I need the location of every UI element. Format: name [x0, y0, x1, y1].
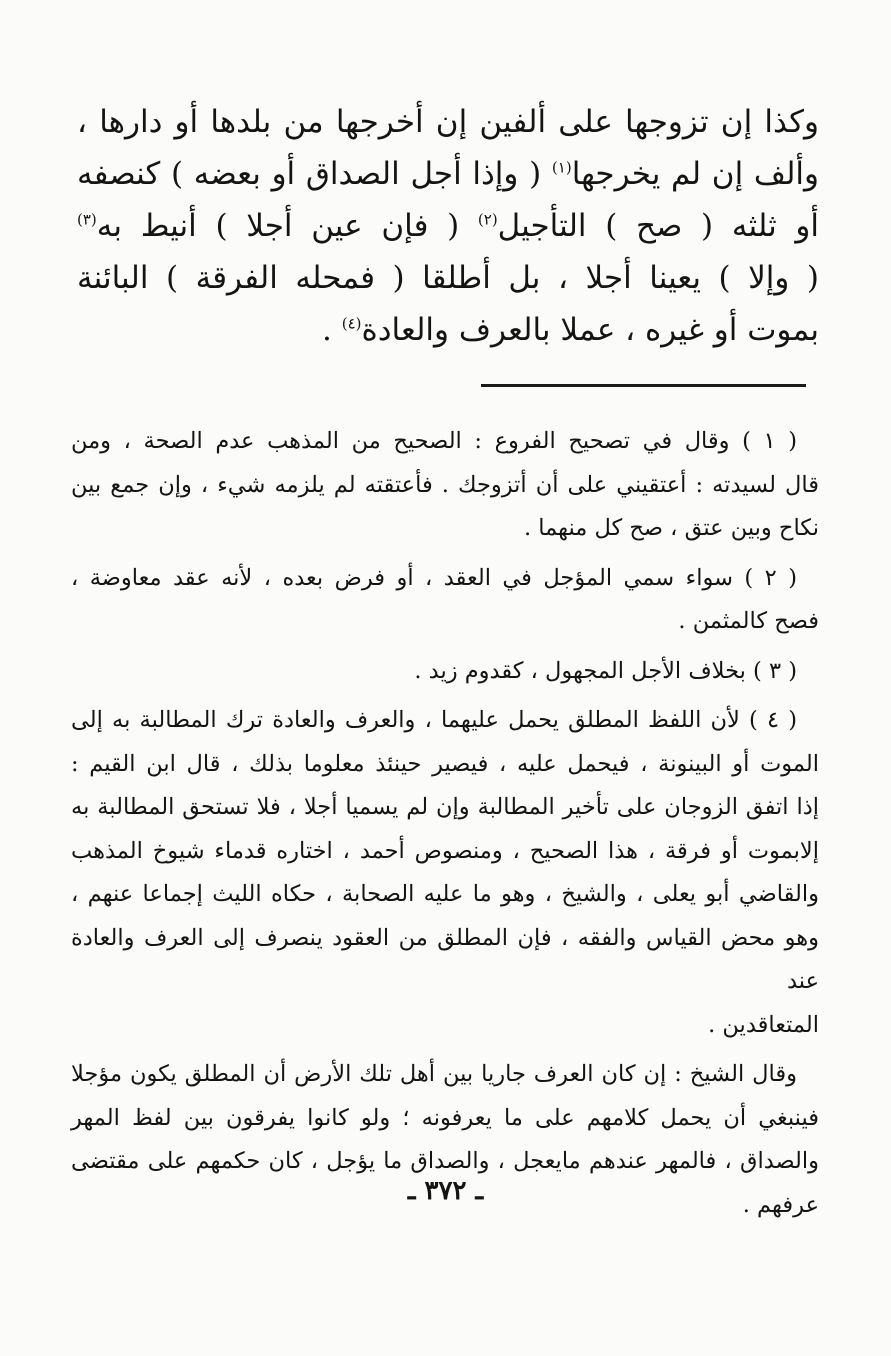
- footnote-line: ( ٢ ) سواء سمي المؤجل في العقد ، أو فرض بعده ، لأنه عقد معاوضة ،: [71, 564, 797, 591]
- main-text-line: [77, 148, 819, 200]
- footnotes: [71, 420, 819, 1233]
- page-number: ـ ٣٧٢ ـ: [407, 1176, 484, 1206]
- footnote-line: وهو محض القياس والفقه ، فإن المطلق من العقود ينصرف إلى العرف والعادة عند: [71, 924, 819, 994]
- footnote-line: إذا اتفق الزوجان على تأخير المطالبة وإن لم يسميا أجلا ، فلا تستحق المطالبة به: [71, 794, 819, 820]
- main-text-line: [77, 96, 819, 148]
- footnote-line: والقاضي أبو يعلى ، والشيخ ، وهو ما عليه الصحابة ، حكاه الليث إجماعا عنهم ،: [71, 881, 819, 907]
- footnote-line: وقال الشيخ : إن كان العرف جاريا بين أهل تلك الأرض أن المطلق يكون مؤجلا: [71, 1061, 797, 1087]
- footnote-4: [71, 699, 819, 1047]
- main-text-segment: وكذا إن تزوجها على ألفين إن أخرجها من بلدها أو دارها ،: [77, 104, 819, 140]
- footnote-line: عرفهم .: [742, 1191, 819, 1218]
- main-text-segment: ( وإلا ) يعينا أجلا ، بل أطلقا ( فمحله الفرقة ) البائنة: [77, 260, 819, 296]
- footnote-divider: [481, 384, 806, 387]
- footnote-marker: (٤): [341, 314, 362, 333]
- footnote-marker: (٣): [77, 210, 97, 229]
- main-text: [77, 96, 819, 356]
- main-text-segment: وألف إن لم يخرجها: [571, 156, 820, 192]
- main-text-segment: بموت أو غيره ، عملا بالعرف والعادة: [361, 312, 819, 348]
- footnote-marker: (٢): [477, 210, 498, 229]
- footnote-3: [71, 650, 819, 694]
- footnote-line: الموت أو البينونة ، فيحمل عليه ، فيصير حينئذ معلوما بذلك ، قال ابن القيم :: [71, 750, 819, 777]
- main-text-segment: ( فإن عين أجلا ) أنيط به: [96, 208, 478, 244]
- main-text-line: [77, 252, 819, 304]
- footnote-line: نكاح وبين عتق ، صح كل منهما .: [523, 515, 819, 541]
- footnote-line: فصح كالمثمن .: [678, 608, 819, 634]
- footnote-line: والصداق ، فالمهر عندهم مايعجل ، والصداق ما يؤجل ، كان حكمهم على مقتضى: [71, 1148, 819, 1174]
- footnote-marker: (١): [551, 158, 572, 177]
- main-text-line: [77, 200, 819, 252]
- footnote-line: ( ١ ) وقال في تصحيح الفروع : الصحيح من المذهب عدم الصحة ، ومن: [71, 428, 797, 454]
- main-text-line: [77, 304, 819, 356]
- footnote-line: فينبغي أن يحمل كلامهم على ما يعرفونه ؛ ولو كانوا يفرقون بين لفظ المهر: [71, 1104, 819, 1131]
- main-text-segment: .: [322, 312, 342, 348]
- main-text-segment: ( وإذا أجل الصداق أو بعضه ) كنصفه: [77, 156, 552, 192]
- footnote-line: إلابموت أو فرقة ، هذا الصحيح ، ومنصوص أحمد ، اختاره قدماء شيوخ المذهب: [71, 837, 819, 864]
- footnote-line: قال لسيدته : أعتقيني على أن أتزوجك . فأعتقته لم يلزمه شيء ، وإن جمع بين: [71, 471, 819, 498]
- footnote-2: [71, 557, 819, 644]
- footnote-line: ( ٣ ) بخلاف الأجل المجهول ، كقدوم زيد .: [414, 657, 797, 684]
- footnote-line: ( ٤ ) لأن اللفظ المطلق يحمل عليهما ، والعرف والعادة ترك المطالبة به إلى: [71, 707, 797, 733]
- footnote-1: [71, 420, 819, 551]
- footnote-line: المتعاقدين .: [708, 1011, 819, 1038]
- main-text-segment: أو ثلثه ( صح ) التأجيل: [497, 208, 819, 244]
